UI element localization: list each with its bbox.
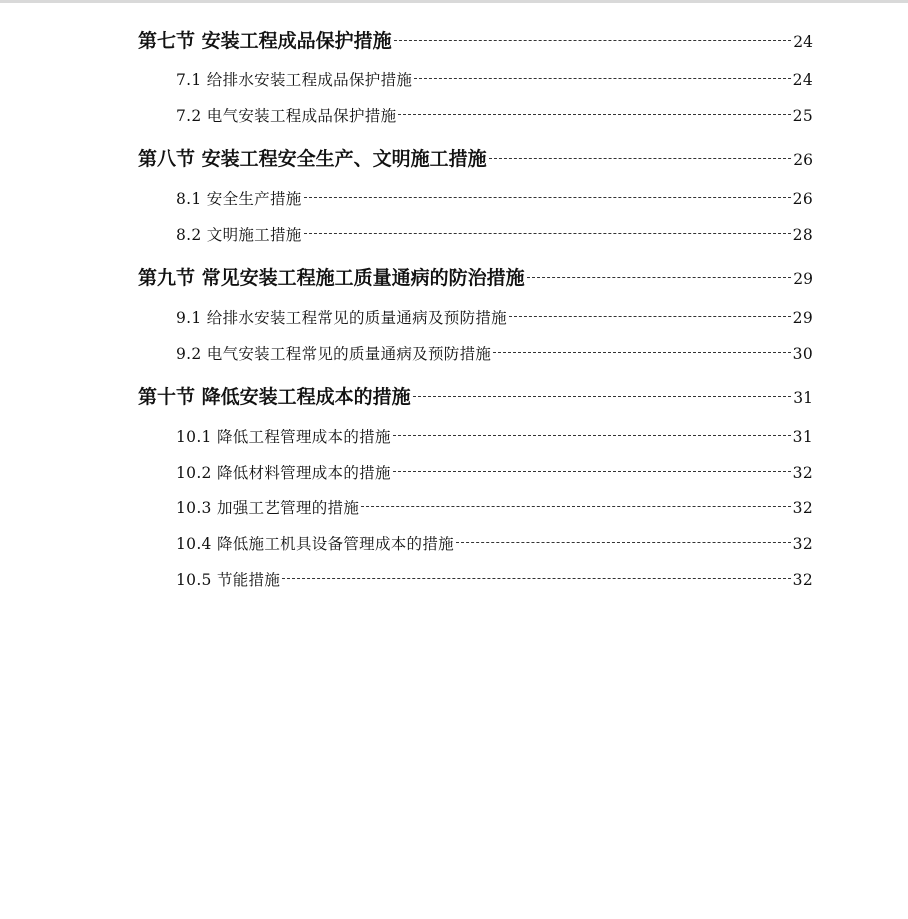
- toc-entry-8-1[interactable]: [176, 187, 813, 209]
- toc-entry-10-2[interactable]: [176, 461, 813, 483]
- toc-entry-section-10[interactable]: [138, 382, 813, 409]
- toc-entry-title: 第七节 安装工程成品保护措施: [138, 30, 392, 52]
- toc-page-number: 32: [792, 499, 813, 517]
- toc-page-number: 31: [793, 389, 813, 407]
- toc-entry-section-9[interactable]: [138, 263, 813, 290]
- toc-dot-leader: [527, 277, 792, 278]
- toc-dot-leader: [361, 506, 791, 507]
- toc-page-number: 31: [792, 428, 813, 446]
- toc-entry-title: 10.4 降低施工机具设备管理成本的措施: [176, 535, 454, 553]
- toc-entry-7-1[interactable]: [176, 68, 813, 90]
- toc-entry-8-2[interactable]: [176, 223, 813, 245]
- toc-dot-leader: [282, 578, 791, 579]
- toc-dot-leader: [304, 233, 791, 234]
- toc-page-number: 32: [792, 535, 813, 553]
- toc-dot-leader: [413, 396, 792, 397]
- toc-page-number: 28: [792, 226, 813, 244]
- toc-dot-leader: [493, 352, 790, 353]
- toc-page-number: 29: [793, 270, 813, 288]
- toc-entry-title: 第九节 常见安装工程施工质量通病的防治措施: [138, 267, 525, 289]
- toc-entry-9-2[interactable]: [176, 342, 813, 364]
- toc-entry-9-1[interactable]: [176, 306, 813, 328]
- toc-page-number: 24: [793, 33, 813, 51]
- toc-entry-title: 8.1 安全生产措施: [176, 190, 302, 208]
- toc-entry-title: 9.1 给排水安装工程常见的质量通病及预防措施: [176, 309, 507, 327]
- toc-dot-leader: [456, 542, 791, 543]
- toc-entry-title: 9.2 电气安装工程常见的质量通病及预防措施: [176, 345, 492, 363]
- toc-entry-title: 10.2 降低材料管理成本的措施: [176, 464, 391, 482]
- toc-entry-7-2[interactable]: [176, 104, 813, 126]
- toc-entry-10-5[interactable]: [176, 568, 813, 590]
- toc-dot-leader: [509, 316, 791, 317]
- toc-entry-10-3[interactable]: [176, 496, 813, 518]
- toc-dot-leader: [394, 40, 792, 41]
- toc-dot-leader: [393, 435, 791, 436]
- toc-entry-section-8[interactable]: [138, 144, 813, 171]
- toc-entry-10-1[interactable]: [176, 425, 813, 447]
- toc-entry-title: 第十节 降低安装工程成本的措施: [138, 386, 411, 408]
- toc-page-number: 24: [792, 71, 813, 89]
- toc-dot-leader: [393, 471, 791, 472]
- toc-entry-title: 7.2 电气安装工程成品保护措施: [176, 107, 397, 125]
- toc-page-number: 32: [792, 464, 813, 482]
- toc-page-number: 26: [792, 190, 813, 208]
- toc-entry-10-4[interactable]: [176, 532, 813, 554]
- toc-dot-leader: [304, 197, 791, 198]
- toc-entry-title: 10.3 加强工艺管理的措施: [176, 499, 360, 517]
- toc-dot-leader: [414, 78, 790, 79]
- toc-dot-leader: [398, 114, 790, 115]
- toc-entry-title: 7.1 给排水安装工程成品保护措施: [176, 71, 413, 89]
- toc-dot-leader: [489, 158, 792, 159]
- toc-page-number: 30: [792, 345, 813, 363]
- toc-entry-title: 第八节 安装工程安全生产、文明施工措施: [138, 148, 487, 170]
- toc-entry-title: 10.5 节能措施: [176, 571, 281, 589]
- toc-entry-title: 10.1 降低工程管理成本的措施: [176, 428, 391, 446]
- toc-entry-title: 8.2 文明施工措施: [176, 226, 302, 244]
- toc-page-number: 26: [793, 151, 813, 169]
- top-border: [0, 0, 908, 3]
- toc-page-number: 29: [792, 309, 813, 327]
- toc-entry-section-7[interactable]: [138, 26, 813, 53]
- toc-page-number: 32: [792, 571, 813, 589]
- toc-page-number: 25: [792, 107, 813, 125]
